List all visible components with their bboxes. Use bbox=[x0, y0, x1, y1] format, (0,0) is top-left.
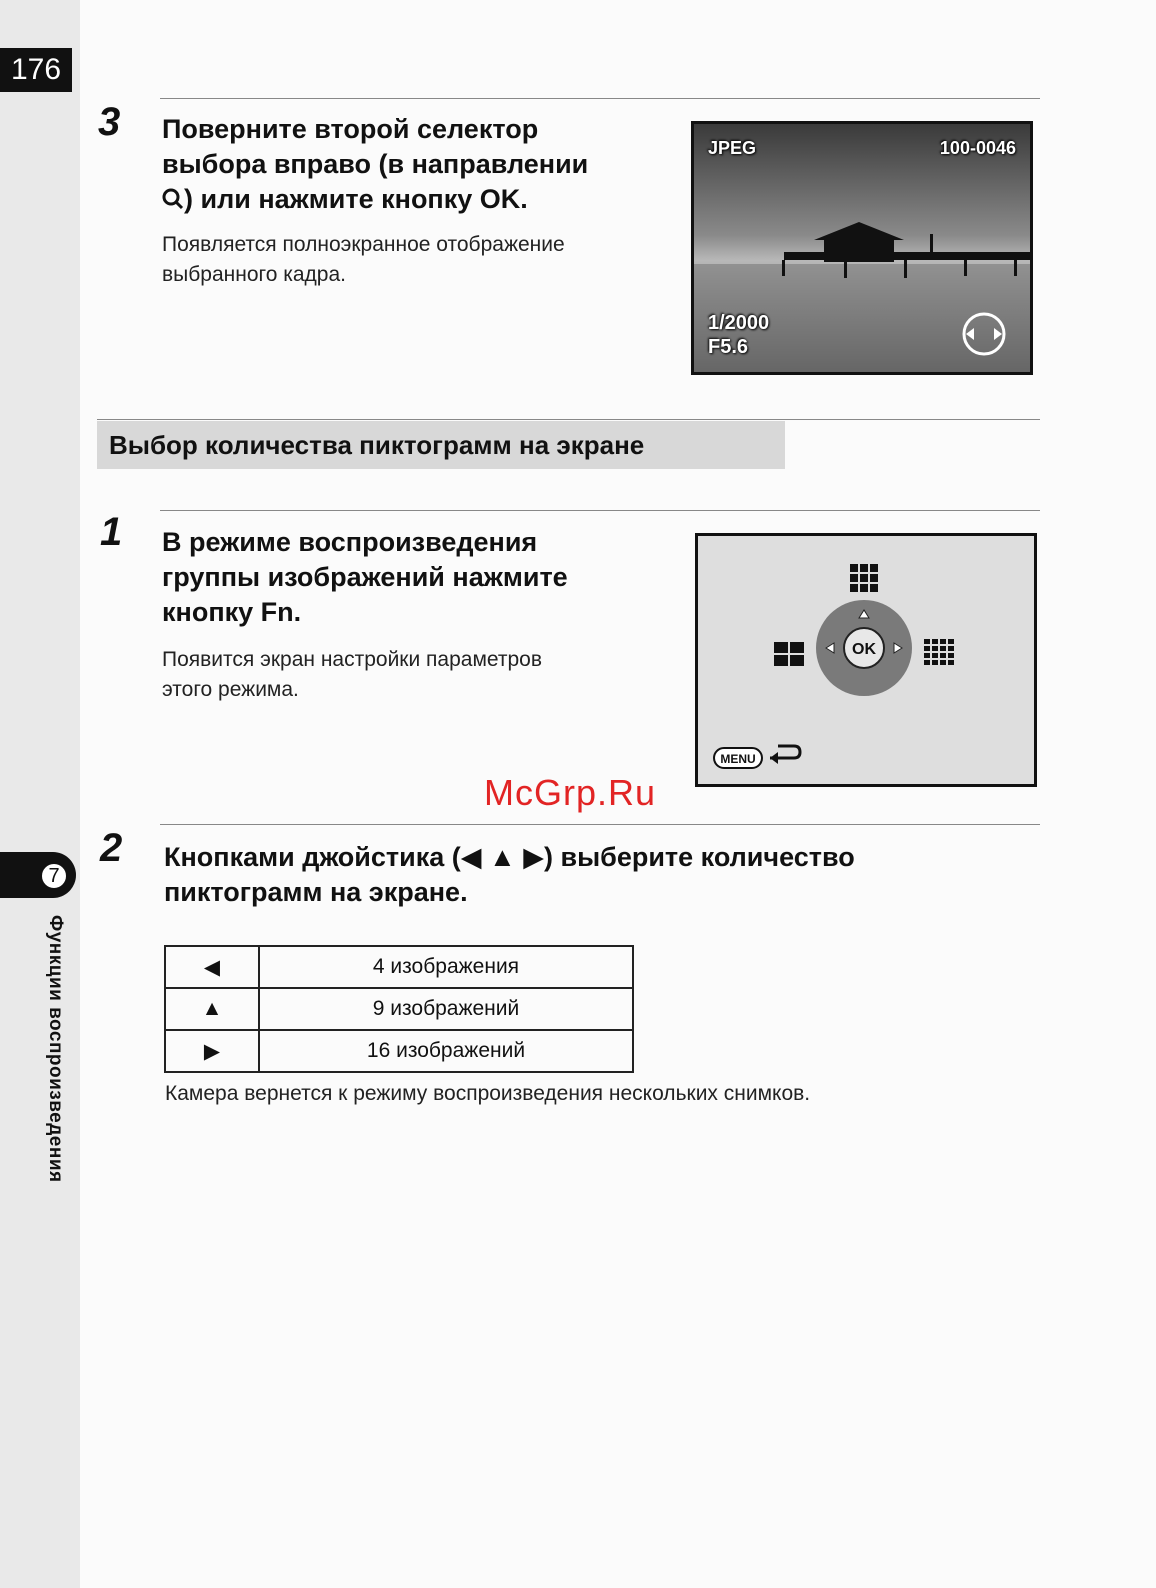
svg-text:MENU: MENU bbox=[720, 752, 756, 766]
fn-settings-screen bbox=[695, 533, 1037, 787]
step-title bbox=[162, 112, 672, 217]
zoom-icon bbox=[162, 184, 184, 214]
table-row bbox=[165, 946, 633, 988]
chapter-number: 7 bbox=[40, 862, 68, 890]
step-description: Появится экран настройки параметров этого режима. bbox=[162, 648, 543, 701]
divider bbox=[160, 824, 1040, 825]
step-title: Кнопками джойстика (◀ ▲ ▶) выберите количество пиктограмм на экране. bbox=[164, 842, 855, 907]
table-value: 4 изображения bbox=[259, 946, 633, 988]
grid-4-icon bbox=[774, 642, 804, 666]
table-row bbox=[165, 988, 633, 1030]
table-key: ◀ bbox=[165, 946, 259, 988]
divider bbox=[97, 419, 1040, 420]
chapter-title: Функции воспроизведения bbox=[45, 915, 66, 1183]
file-number: 100-0046 bbox=[939, 138, 1016, 158]
step-number: 2 bbox=[100, 826, 123, 870]
side-strip bbox=[0, 0, 80, 1588]
shutter-speed: 1/2000 bbox=[708, 312, 770, 334]
table-row bbox=[165, 1030, 633, 1072]
section-heading: Выбор количества пиктограмм на экране bbox=[97, 421, 785, 469]
step-number: 1 bbox=[100, 510, 123, 554]
step-title: В режиме воспроизведения группы изображений нажмите кнопку Fn. bbox=[162, 527, 568, 627]
result-text: Камера вернется к режиму воспроизведения нескольких снимков. bbox=[165, 1082, 811, 1105]
grid-9-icon bbox=[850, 564, 878, 592]
svg-text:OK: OK bbox=[852, 641, 876, 658]
divider bbox=[160, 98, 1040, 99]
playback-screen-photo bbox=[691, 121, 1033, 375]
step-title-line: Поверните второй селектор bbox=[162, 114, 539, 144]
watermark: McGrp.Ru bbox=[484, 772, 657, 813]
table-value: 16 изображений bbox=[259, 1030, 633, 1072]
step-description: Появляется полноэкранное отображение выбранного кадра. bbox=[162, 233, 565, 286]
options-table bbox=[164, 945, 634, 1073]
table-key: ▲ bbox=[165, 988, 259, 1030]
grid-16-icon bbox=[924, 639, 954, 665]
step-title-line: выбора вправо (в направлении bbox=[162, 149, 589, 179]
format-label: JPEG bbox=[708, 138, 757, 158]
step-number: 3 bbox=[98, 100, 121, 144]
page-number: 176 bbox=[0, 48, 72, 92]
step-title-line: ) или нажмите кнопку OK. bbox=[162, 182, 672, 217]
aperture: F5.6 bbox=[708, 336, 749, 358]
divider bbox=[160, 510, 1040, 511]
table-key: ▶ bbox=[165, 1030, 259, 1072]
table-value: 9 изображений bbox=[259, 988, 633, 1030]
